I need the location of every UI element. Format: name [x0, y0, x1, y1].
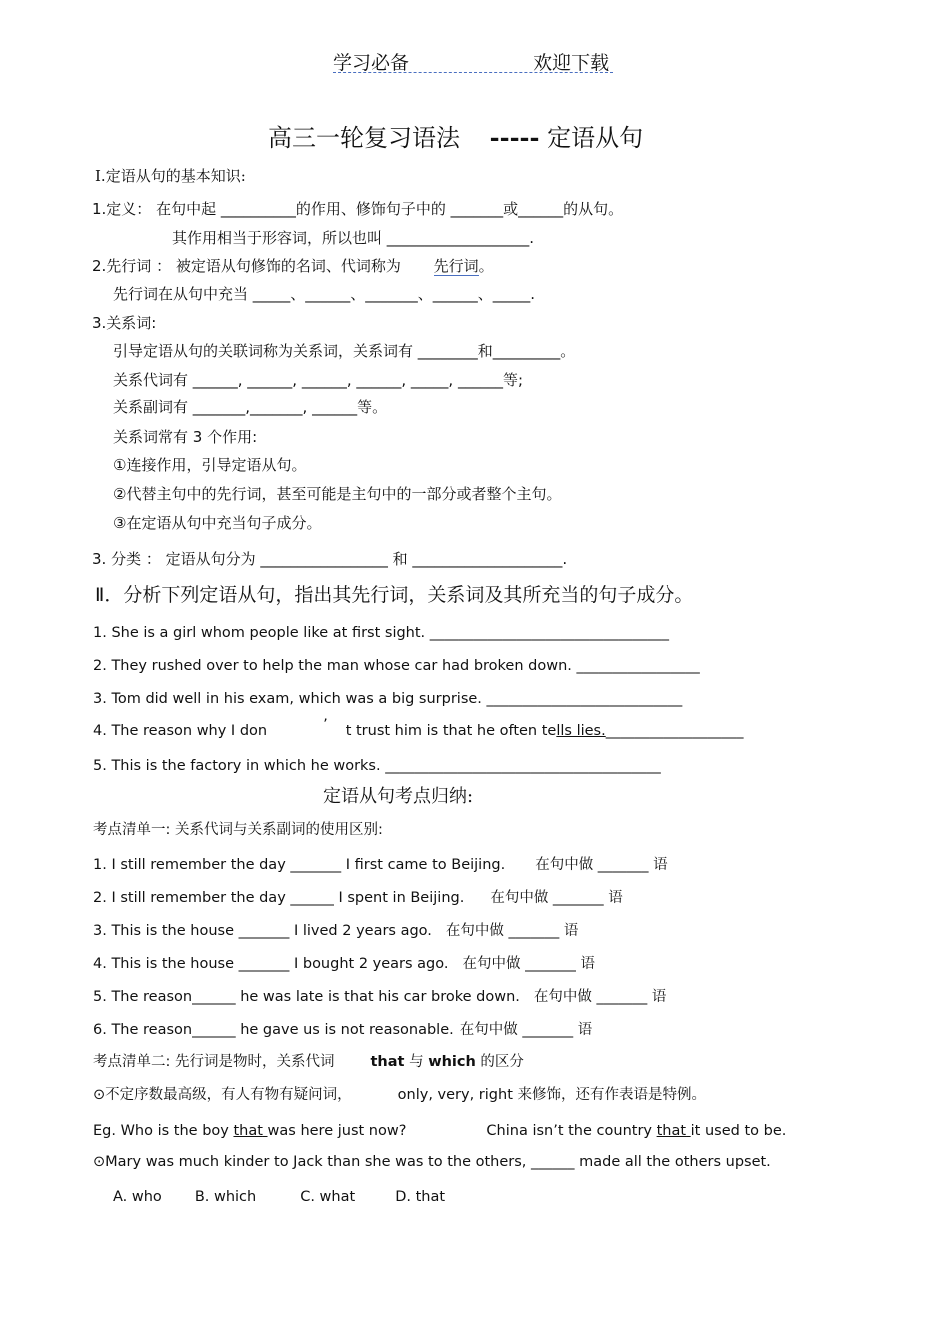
- example-2-answer: that: [656, 1123, 687, 1139]
- checklist-1-heading: 考点清单一: 关系代词与关系副词的使用区别:: [93, 822, 383, 838]
- item-text: 4. This is the house _______ I bought 2 years ago.: [93, 956, 449, 972]
- checklist-item-5: [93, 987, 666, 1007]
- answer-options: [113, 1187, 445, 1207]
- page-header: [333, 48, 609, 75]
- antecedent-end: 。: [478, 257, 494, 275]
- checklist-item-4: [93, 954, 595, 974]
- item-role: 在句中做 _______ 语: [490, 890, 623, 906]
- relative-adverbs-line: 关系副词有 _______,_______, ______等。: [113, 398, 388, 416]
- example-1-start: Eg. Who is the boy: [93, 1123, 229, 1139]
- title-suffix: 定语从句: [547, 124, 644, 152]
- option-d: D. that: [395, 1189, 446, 1205]
- item-role: 在句中做 _______ 语: [533, 989, 667, 1005]
- item-text: 6. The reason______ he gave us is not reasonable.: [93, 1022, 454, 1038]
- item-text: 1. I still remember the day _______ I first came to Beijing.: [93, 857, 506, 873]
- antecedent-line-2: 先行词在从句中充当 _____、______、_______、______、_____.: [113, 285, 536, 303]
- item-text: 2. I still remember the day ______ I spent in Beijing.: [93, 890, 465, 906]
- relative-pronouns-line: 关系代词有 ______, ______, ______, ______, _____, ______等;: [113, 371, 524, 389]
- example-2-start: China isn’t the country: [486, 1123, 652, 1139]
- example-2-end: it used to be.: [690, 1123, 787, 1139]
- sentence-4-apostrophe: ’: [323, 717, 328, 733]
- rule-text-end: 来修饰，还有作表语是特例。: [517, 1087, 706, 1103]
- relative-function-3: ③在定语从句中充当句子成分。: [113, 514, 322, 532]
- title-prefix: 高三一轮复习语法: [268, 124, 460, 152]
- sentence-3: 3. Tom did well in his exam, which was a big surprise. ___________________________: [93, 691, 683, 707]
- summary-heading: 定语从句考点归纳:: [323, 786, 474, 807]
- keyword-that: that: [370, 1054, 405, 1070]
- antecedent-line-1: [92, 256, 494, 276]
- part1-heading: Ⅰ.定语从句的基本知识:: [95, 167, 246, 185]
- option-a: A. who: [113, 1189, 162, 1205]
- classification-line: 3. 分类 ： 定语从句分为 _________________ 和 ____________________.: [92, 550, 568, 568]
- checklist-item-6: [93, 1020, 592, 1040]
- header-right: 欢迎下载: [533, 52, 610, 74]
- keyword-which: which: [428, 1054, 476, 1070]
- sentence-4-part-c: t trust him is that he often te: [345, 723, 557, 739]
- checklist-item-2: [93, 888, 623, 908]
- item-text: 3. This is the house _______ I lived 2 years ago.: [93, 923, 432, 939]
- checklist-2-and: 与: [409, 1054, 424, 1070]
- item-role: 在句中做 _______ 语: [462, 956, 595, 972]
- antecedent-text: 2.先行词 ： 被定语从句修饰的名词、代词称为: [92, 257, 401, 275]
- option-c: C. what: [300, 1189, 356, 1205]
- relative-functions-intro: 关系词常有 3 个作用:: [113, 428, 258, 446]
- part2-heading: Ⅱ．分析下列定语从句，指出其先行词，关系词及其所充当的句子成分。: [95, 584, 694, 606]
- page-title: [268, 118, 643, 153]
- checklist-2-heading: [93, 1052, 524, 1072]
- checklist-2-text: 考点清单二: 先行词是物时，关系代词: [93, 1054, 335, 1070]
- rule-keywords: only, very, right: [397, 1087, 513, 1103]
- example-1-answer: that: [233, 1123, 263, 1139]
- relative-function-2: ②代替主句中的先行词，甚至可能是主句中的一部分或者整个主句。: [113, 485, 562, 503]
- antecedent-answer: 先行词: [433, 257, 479, 275]
- relative-function-1: ①连接作用，引导定语从句。: [113, 456, 307, 474]
- sentence-4-part-a: 4. The reason why I don: [93, 723, 268, 739]
- sentence-4-blank: ___________________: [605, 723, 744, 739]
- relative-line-1: 引导定语从句的关联词称为关系词，关系词有 ________和_________。: [113, 342, 576, 360]
- sentence-4-part-d: lls lies.: [556, 723, 606, 739]
- checklist-2-end: 的区分: [480, 1054, 524, 1070]
- header-left: 学习必备: [333, 52, 410, 74]
- option-b: B. which: [194, 1189, 257, 1205]
- relative-heading: 3.关系词:: [92, 314, 157, 332]
- example-1-end: was here just now?: [267, 1123, 407, 1139]
- sentence-5: 5. This is the factory in which he works. ______________________________________: [93, 758, 661, 774]
- rule-text: ⊙不定序数最高级，有人有物有疑问词，: [93, 1087, 352, 1103]
- rule-line: [93, 1085, 706, 1105]
- sentence-2: 2. They rushed over to help the man whose car had broken down. _________________: [93, 658, 700, 674]
- definition-line-1: 1.定义： 在句中起 __________的作用、修饰句子中的 _______或______的从句。: [92, 200, 624, 218]
- item-role: 在句中做 _______ 语: [535, 857, 668, 873]
- sentence-1: 1. She is a girl whom people like at first sight. _________________________________: [93, 625, 670, 641]
- checklist-item-3: [93, 921, 578, 941]
- item-role: 在句中做 _______ 语: [445, 923, 579, 939]
- header-dashed-rule: [333, 72, 613, 73]
- checklist-item-1: [93, 855, 668, 875]
- definition-line-2: 其作用相当于形容词，所以也叫 ___________________.: [172, 229, 535, 247]
- title-dashes: -----: [489, 123, 540, 152]
- question-line: ⊙Mary was much kinder to Jack than she was to the others, ______ made all the others upset.: [93, 1154, 771, 1170]
- item-text: 5. The reason______ he was late is that his car broke down.: [93, 989, 520, 1005]
- example-line: [93, 1121, 786, 1141]
- sentence-4: [93, 717, 744, 741]
- item-role: 在句中做 _______ 语: [459, 1022, 593, 1038]
